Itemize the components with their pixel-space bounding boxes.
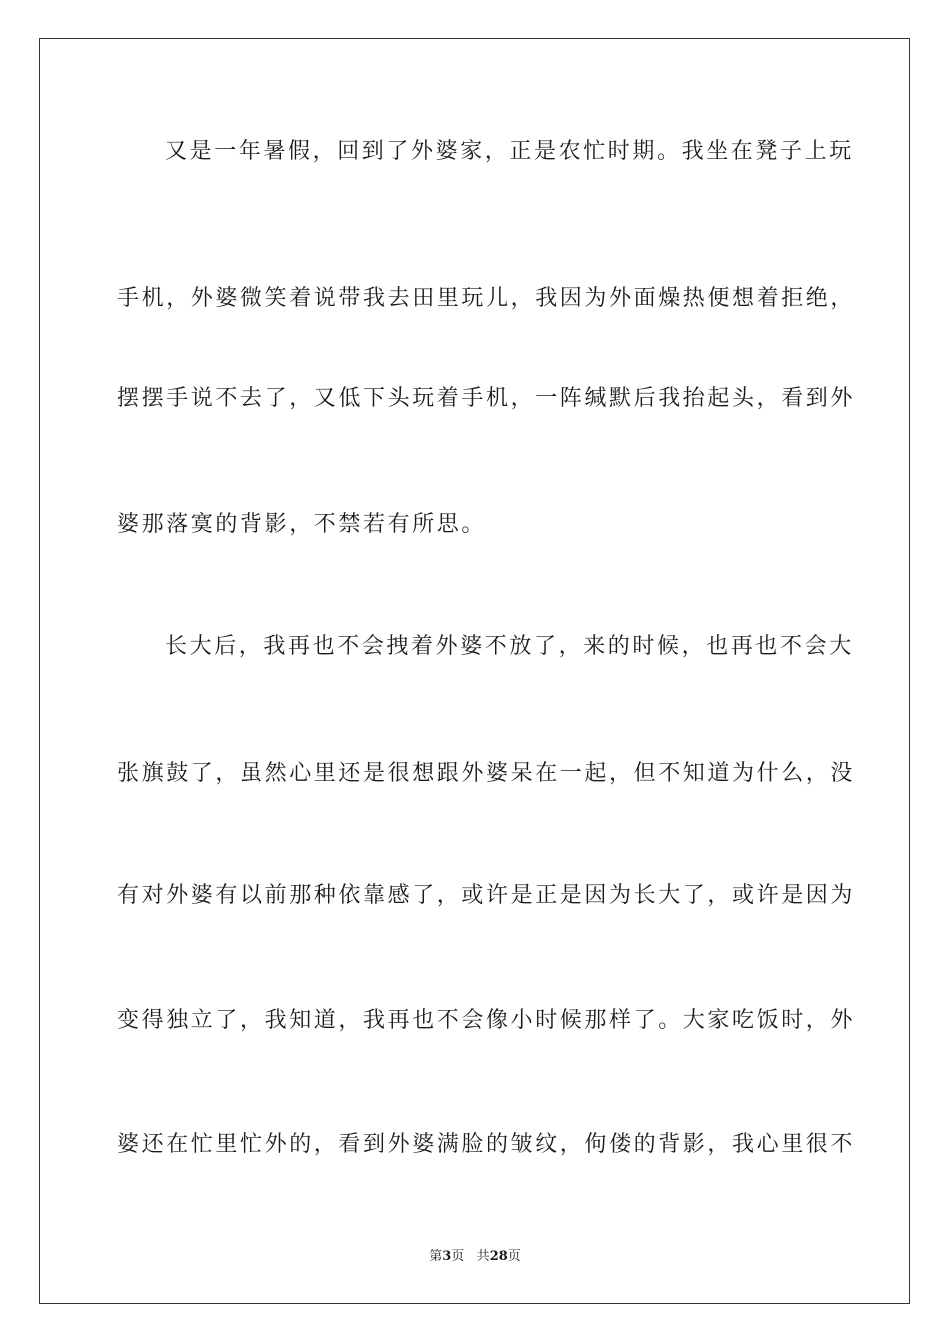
paragraph-line: 又是一年暑假，回到了外婆家，正是农忙时期。我坐在凳子上玩	[165, 139, 854, 164]
page-footer	[0, 1248, 950, 1266]
paragraph-line: 长大后，我再也不会拽着外婆不放了，来的时候，也再也不会大	[165, 634, 854, 659]
total-page-count: 28	[489, 1249, 508, 1264]
page-border	[39, 38, 910, 1304]
paragraph-line: 变得独立了，我知道，我再也不会像小时候那样了。大家吃饭时，外	[117, 1008, 856, 1033]
page-prefix: 第	[429, 1249, 443, 1264]
page-suffix: 页	[451, 1249, 465, 1264]
paragraph-line: 婆那落寞的背影，不禁若有所思。	[117, 512, 487, 537]
paragraph-line: 有对外婆有以前那种依靠感了，或许是正是因为长大了，或许是因为	[117, 883, 856, 908]
paragraph-line: 摆摆手说不去了，又低下头玩着手机，一阵缄默后我抬起头，看到外	[117, 386, 856, 411]
paragraph-line: 张旗鼓了，虽然心里还是很想跟外婆呆在一起，但不知道为什么，没	[117, 761, 856, 786]
paragraph-line: 手机，外婆微笑着说带我去田里玩儿，我因为外面燥热便想着拒绝，	[117, 286, 856, 311]
total-prefix: 共	[476, 1249, 490, 1264]
total-suffix: 页	[507, 1249, 521, 1264]
current-page-number: 3	[442, 1249, 452, 1264]
paragraph-line: 婆还在忙里忙外的，看到外婆满脸的皱纹，佝偻的背影，我心里很不	[117, 1132, 856, 1157]
